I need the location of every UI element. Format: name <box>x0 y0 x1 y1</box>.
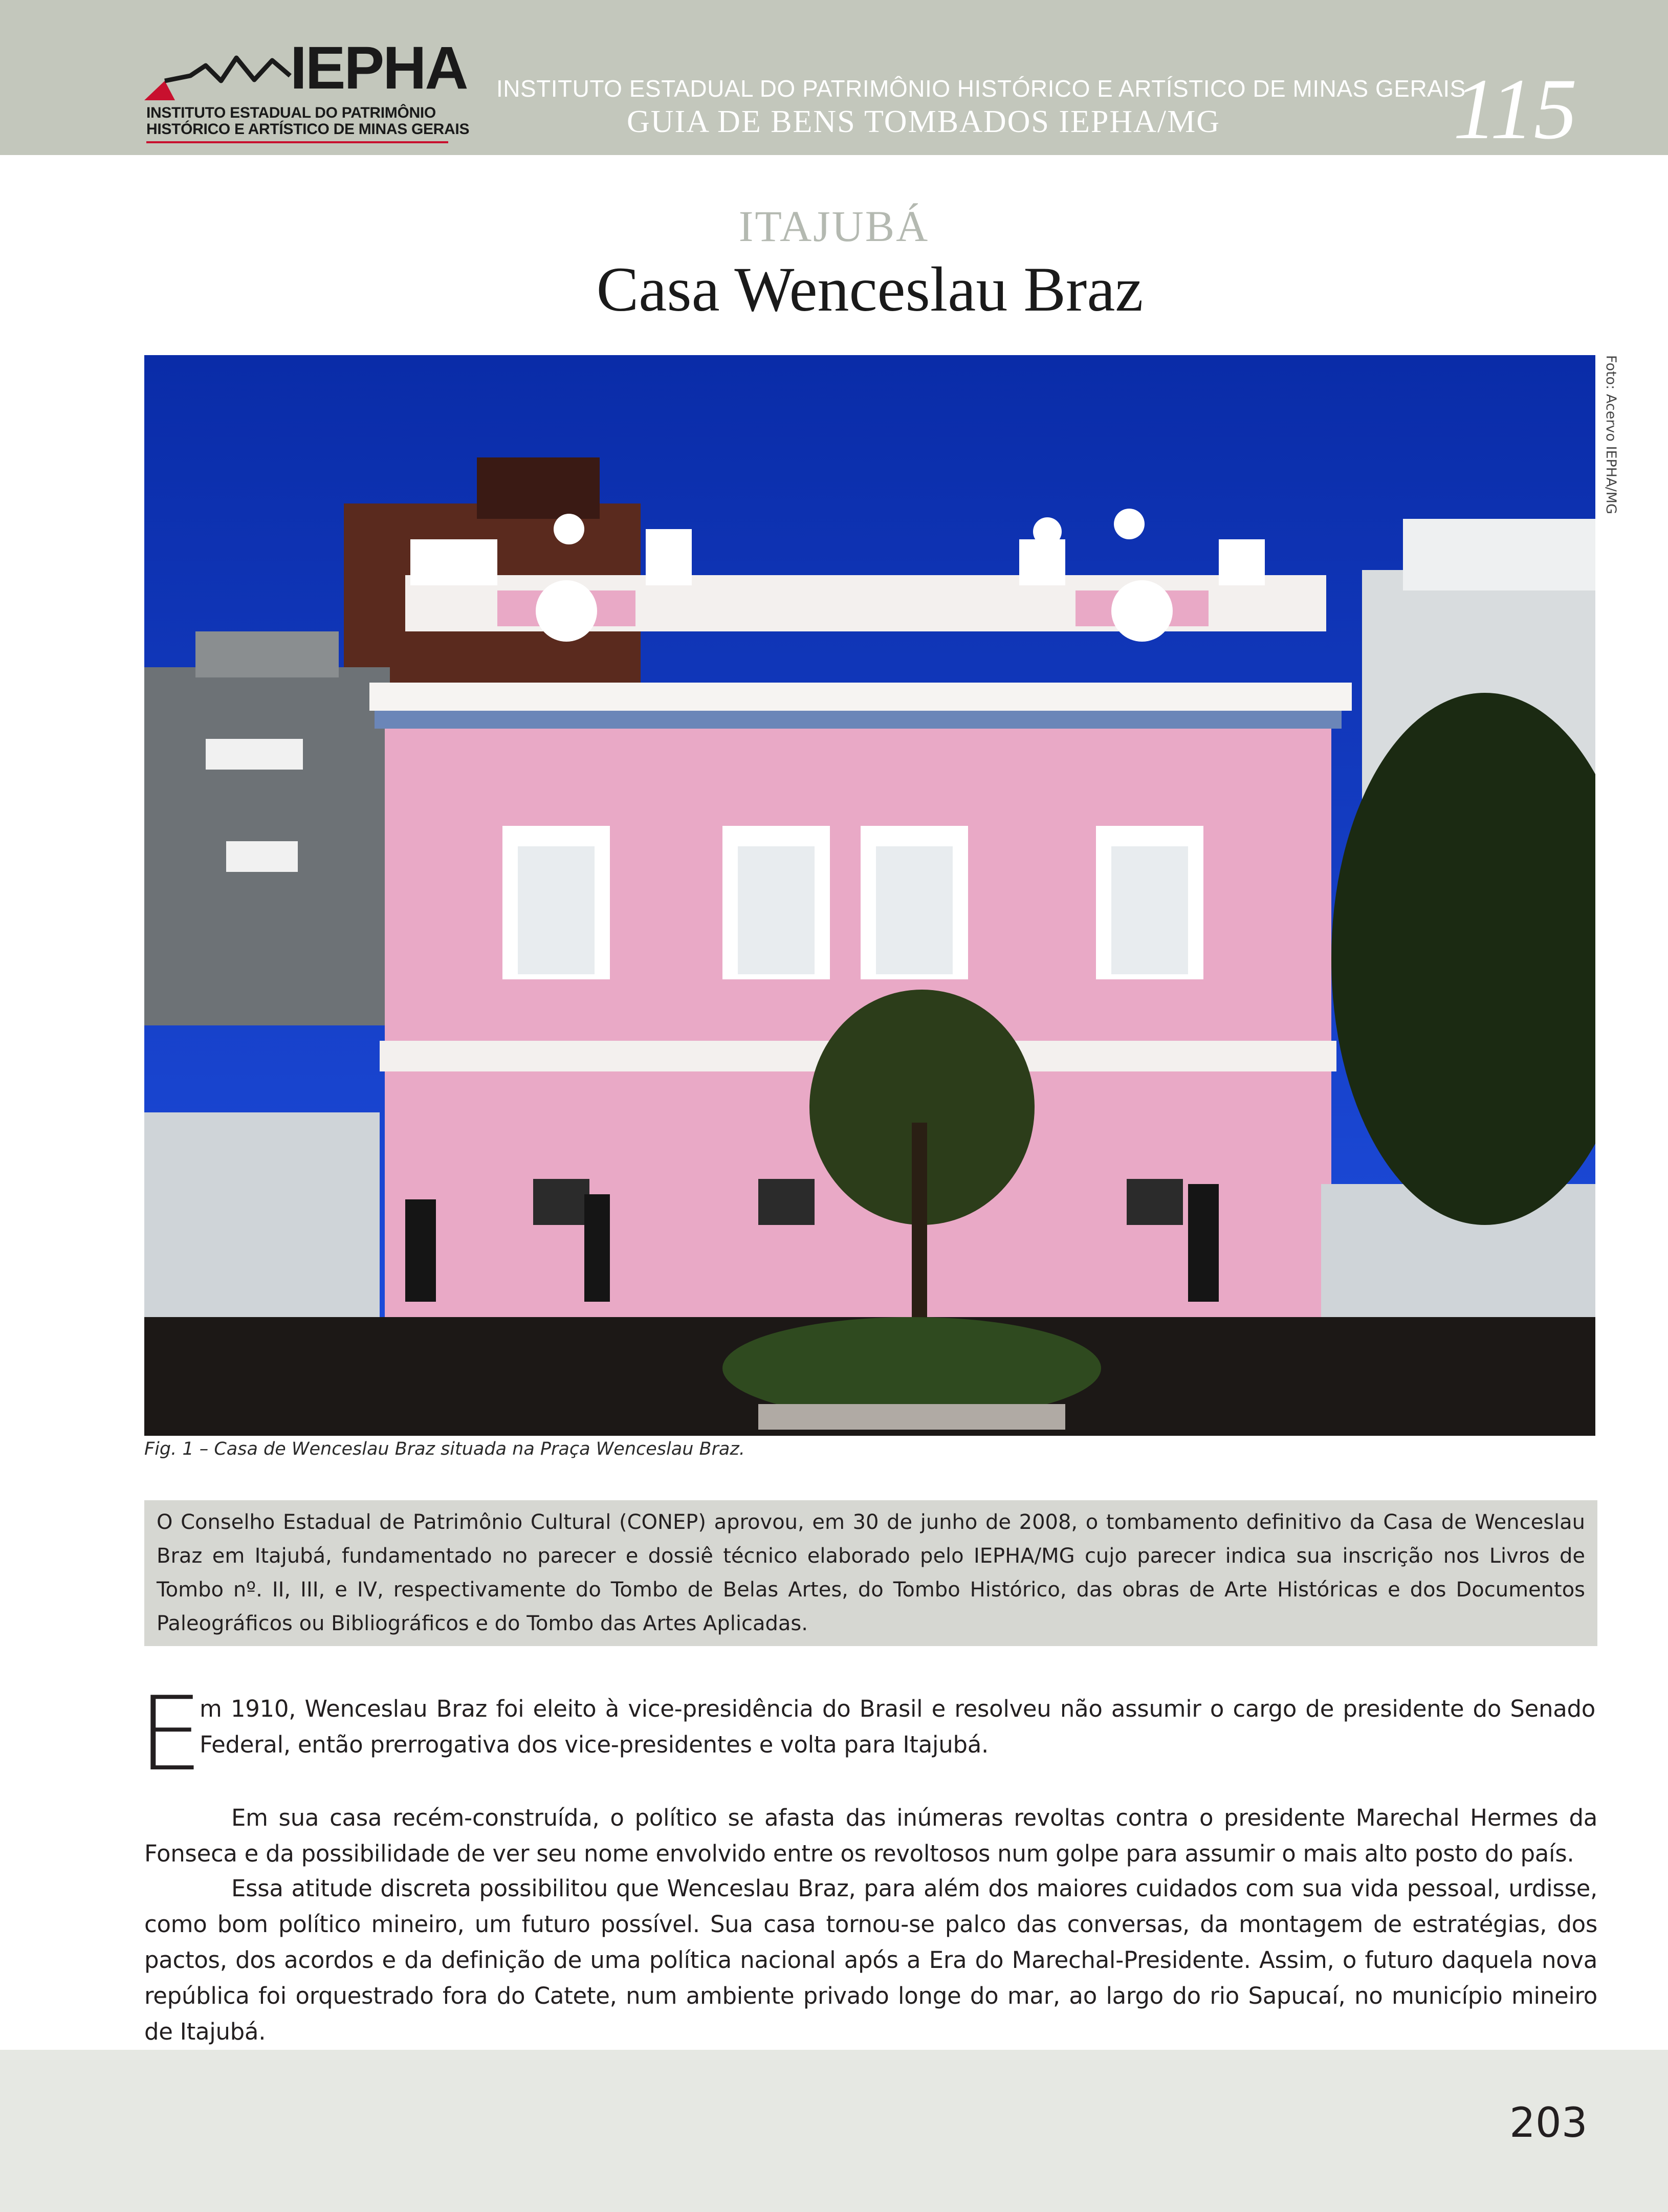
logo-subtitle-line-2: HISTÓRICO E ARTÍSTICO DE MINAS GERAIS <box>146 121 470 138</box>
body-paragraph-1: m 1910, Wenceslau Braz foi eleito à vice-presidência do Brasil e resolveu não assumir o cargo de presidente do Senado Federal, então prerrogativa dos vice-presidentes e volta para Itajubá. <box>200 1695 1595 1758</box>
header-band <box>0 0 1668 155</box>
figure-caption: Fig. 1 – Casa de Wenceslau Braz situada na Praça Wenceslau Braz. <box>144 1439 745 1459</box>
guide-name: GUIA DE BENS TOMBADOS IEPHA/MG <box>627 104 1221 139</box>
house-photo <box>144 355 1595 1436</box>
page-number: 203 <box>1509 2099 1588 2147</box>
footer-band <box>0 2050 1668 2212</box>
city-heading: ITAJUBÁ <box>738 202 930 251</box>
summary-box <box>144 1500 1597 1646</box>
summary-text: O Conselho Estadual de Patrimônio Cultural (CONEP) aprovou, em 30 de junho de 2008, o tombamento definitivo da Casa de Wenceslau Braz em Itajubá, fundamentado no parecer e dossiê técnico elaborado pelo IEPHA/MG cujo parecer indica sua inscrição nos Livros de Tombo nº. II, III, e IV, respectivamente do Tombo de Belas Artes, do Tombo Histórico, das obras de Arte Históricas e dos Documentos Paleográficos ou Bibliográficos e do Tombo das Artes Aplicadas. <box>157 1510 1585 1635</box>
page-title: Casa Wenceslau Braz <box>596 254 1144 324</box>
institute-name: INSTITUTO ESTADUAL DO PATRIMÔNIO HISTÓRICO E ARTÍSTICO DE MINAS GERAIS <box>496 75 1466 102</box>
guide-entry-number: 115 <box>1453 61 1577 157</box>
logo-red-rule <box>146 141 448 143</box>
photo-credit <box>1596 355 1627 524</box>
casa-wenceslau-braz-illustration <box>144 355 1595 1436</box>
logo-wordmark: IEPHA <box>290 34 467 102</box>
body-paragraph-3: Essa atitude discreta possibilitou que Wenceslau Braz, para além dos maiores cuidados com sua vida pessoal, urdisse, como bom político mineiro, um futuro possível. Sua casa tornou-se palco das conversas, da montagem de estratégias, dos pactos, dos acordos e da definição de uma política nacional após a Era do Marechal-Presidente. Assim, o futuro daquela nova república foi orquestrado fora do Catete, num ambiente privado longe do mar, ao largo do rio Sapucaí, no município mineiro de Itajubá. <box>144 1875 1597 2045</box>
iepha-logo <box>144 34 470 147</box>
body-paragraph-2: Em sua casa recém-construída, o político se afasta das inúmeras revoltas contra o presidente Marechal Hermes da Fonseca e da possibilidade de ver seu nome envolvido entre os revoltosos num golpe para assumir o mais alto posto do país. <box>144 1804 1597 1867</box>
drop-cap: E <box>138 1675 203 1794</box>
logo-subtitle-line-1: INSTITUTO ESTADUAL DO PATRIMÔNIO <box>146 104 436 121</box>
photo-credit-text: Foto: Acervo IEPHA/MG <box>1603 355 1619 514</box>
